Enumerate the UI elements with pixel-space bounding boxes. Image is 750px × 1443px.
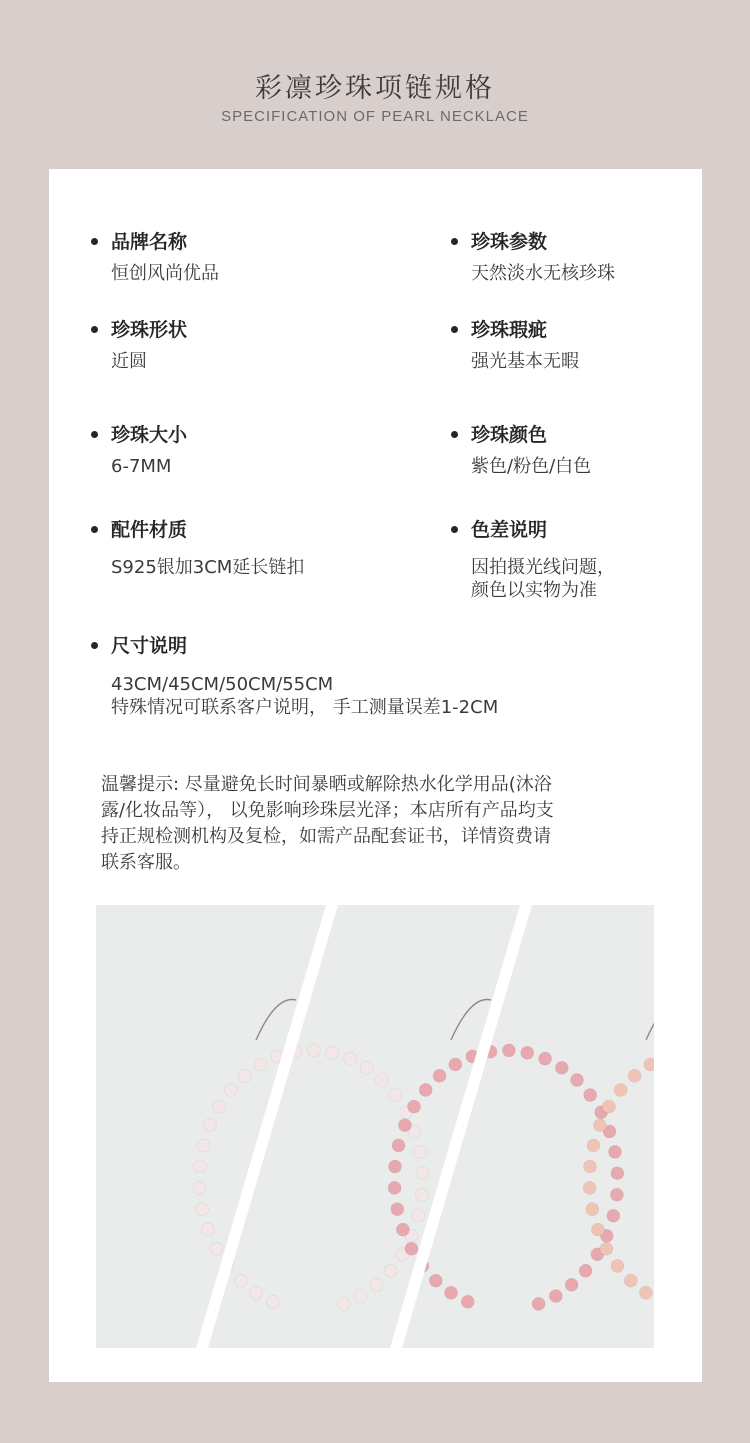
pearl (429, 1274, 442, 1287)
pearl (337, 1297, 350, 1310)
bullet-icon (91, 326, 98, 333)
spec-label: 珍珠大小 (111, 424, 188, 446)
spec-card (49, 169, 702, 1382)
pearl (461, 1295, 474, 1308)
pearl (389, 1089, 402, 1102)
spec-color (451, 422, 591, 478)
pearl (555, 1061, 568, 1074)
bullet-icon (451, 326, 458, 333)
pearl (624, 1274, 637, 1287)
pearl (584, 1160, 597, 1173)
pearl (391, 1203, 404, 1216)
pearl (376, 1074, 389, 1087)
spec-label: 品牌名称 (111, 231, 188, 253)
pearl (628, 1069, 641, 1082)
notice-line: 温馨提示: 尽量避免长时间暴晒或解除热水化学用品(沐浴 (101, 774, 552, 795)
pearl (266, 1295, 279, 1308)
spec-value: 颜色以实物为准 (471, 580, 597, 601)
pearl (408, 1100, 421, 1113)
product-photos (96, 905, 654, 1348)
pearl (415, 1188, 428, 1201)
pearl (354, 1290, 367, 1303)
pearl (197, 1139, 210, 1152)
bullet-icon (91, 526, 98, 533)
pearl (419, 1084, 432, 1097)
pearl (607, 1209, 620, 1222)
pearl (414, 1145, 427, 1158)
pearl (579, 1264, 592, 1277)
spec-value: 43CM/45CM/50CM/55CM (111, 674, 334, 695)
pearl (224, 1084, 237, 1097)
pearl (644, 1058, 654, 1071)
pearl (370, 1278, 383, 1291)
spec-label: 珍珠瑕疵 (471, 319, 548, 341)
pearl (539, 1052, 552, 1065)
page-title: 彩凛珍珠项链规格 (255, 73, 495, 104)
spec-value: 近圆 (111, 351, 147, 372)
bullet-icon (451, 431, 458, 438)
spec-label: 珍珠颜色 (471, 424, 548, 446)
pearl (238, 1069, 251, 1082)
pearl (571, 1074, 584, 1087)
bullet-icon (91, 238, 98, 245)
bullet-icon (91, 642, 98, 649)
spec-value: 因拍摄光线问题， (471, 557, 615, 578)
pearl (254, 1058, 267, 1071)
pearl (584, 1089, 597, 1102)
pearl (196, 1203, 209, 1216)
pearl (201, 1223, 214, 1236)
pearl (593, 1119, 606, 1132)
notice-line: 露/化妆品等）， 以免影响珍珠层光泽；本店所有产品均支 (101, 800, 554, 821)
pearl (611, 1167, 624, 1180)
spec-brand (91, 229, 219, 285)
pearl (521, 1046, 534, 1059)
pearl (326, 1046, 339, 1059)
pearl (611, 1259, 624, 1272)
pearl (389, 1160, 402, 1173)
pearl (203, 1119, 216, 1132)
spec-value: 天然淡水无核珍珠 (471, 263, 615, 284)
spec-params (451, 229, 615, 285)
spec-size (91, 422, 187, 478)
spec-dimension (91, 633, 498, 719)
spec-flaw (451, 317, 579, 373)
pearl (600, 1242, 613, 1255)
spec-shape (91, 317, 187, 373)
bullet-icon (451, 526, 458, 533)
pearl (502, 1044, 515, 1057)
notice-line: 持正规检测机构及复检，如需产品配套证书，详情资费请 (101, 826, 551, 847)
pearl (445, 1286, 458, 1299)
pearl (640, 1286, 653, 1299)
pearl (234, 1274, 247, 1287)
pearl (384, 1264, 397, 1277)
pearl (449, 1058, 462, 1071)
pearl (416, 1167, 429, 1180)
spec-color-diff (451, 517, 615, 602)
spec-value: 6-7MM (111, 456, 172, 477)
bullet-icon (451, 238, 458, 245)
pearl (586, 1203, 599, 1216)
care-notice (101, 772, 666, 876)
pearl (307, 1044, 320, 1057)
pearl (603, 1100, 616, 1113)
pearl (193, 1181, 206, 1194)
pearl (213, 1100, 226, 1113)
pearl (250, 1286, 263, 1299)
spec-label: 珍珠形状 (111, 319, 188, 341)
pearl (398, 1119, 411, 1132)
spec-value: 强光基本无暇 (471, 351, 579, 372)
spec-label: 尺寸说明 (111, 635, 188, 657)
pearl (532, 1297, 545, 1310)
pearl (587, 1139, 600, 1152)
pearl (433, 1069, 446, 1082)
pearl (360, 1061, 373, 1074)
spec-value: 恒创风尚优品 (111, 263, 219, 284)
pearl (344, 1052, 357, 1065)
pearl (396, 1223, 409, 1236)
pearl (388, 1181, 401, 1194)
pearl (392, 1139, 405, 1152)
pearl (614, 1084, 627, 1097)
bullet-icon (91, 431, 98, 438)
pearl (610, 1188, 623, 1201)
pearl (210, 1242, 223, 1255)
necklace-photo-strip (96, 905, 654, 1348)
notice-line: 联系客服。 (101, 852, 191, 873)
spec-value: S925银加3CM延长链扣 (111, 557, 305, 578)
spec-material (91, 517, 304, 579)
spec-value: 紫色/粉色/白色 (471, 456, 592, 477)
pearl (405, 1242, 418, 1255)
pearl (609, 1145, 622, 1158)
spec-label: 色差说明 (471, 519, 548, 541)
pearl (583, 1181, 596, 1194)
spec-label: 配件材质 (111, 519, 188, 541)
pearl (194, 1160, 207, 1173)
pearl (549, 1290, 562, 1303)
pearl (591, 1223, 604, 1236)
pearl (565, 1278, 578, 1291)
spec-value: 特殊情况可联系客户说明， 手工测量误差1-2CM (111, 697, 499, 718)
page-subtitle: SPECIFICATION OF PEARL NECKLACE (221, 108, 529, 125)
spec-label: 珍珠参数 (471, 231, 548, 253)
pearl (412, 1209, 425, 1222)
